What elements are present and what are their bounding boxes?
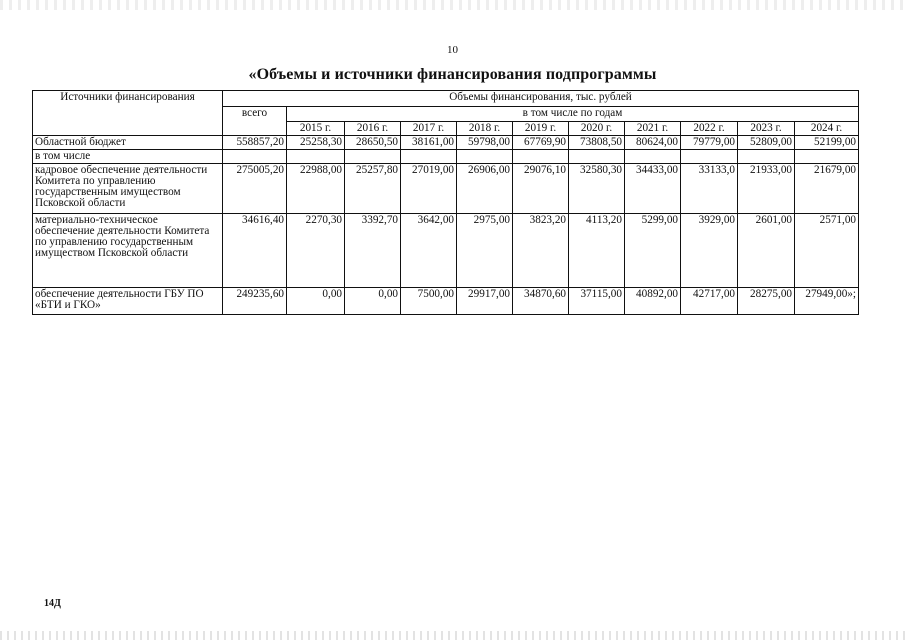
cell-value: 3392,70 xyxy=(345,214,401,288)
cell-value xyxy=(681,150,738,164)
cell-value: 29076,10 xyxy=(513,164,569,214)
cell-value: 38161,00 xyxy=(401,136,457,150)
year-header: 2018 г. xyxy=(457,122,513,136)
cell-value xyxy=(345,150,401,164)
cell-value: 5299,00 xyxy=(625,214,681,288)
cell-value: 73808,50 xyxy=(569,136,625,150)
cell-value: 29917,00 xyxy=(457,288,513,315)
page-number: 10 xyxy=(447,44,458,56)
total-header: всего xyxy=(223,107,287,136)
year-header: 2021 г. xyxy=(625,122,681,136)
cell-value: 34870,60 xyxy=(513,288,569,315)
year-header: 2016 г. xyxy=(345,122,401,136)
cell-value: 28275,00 xyxy=(738,288,795,315)
cell-value: 27949,00»; xyxy=(795,288,859,315)
cell-value: 7500,00 xyxy=(401,288,457,315)
cell-value: 4113,20 xyxy=(569,214,625,288)
cell-value: 3823,20 xyxy=(513,214,569,288)
cell-value: 0,00 xyxy=(287,288,345,315)
table-row xyxy=(33,150,859,164)
row-label: в том числе xyxy=(33,150,223,164)
financing-table xyxy=(32,90,859,315)
cell-value: 27019,00 xyxy=(401,164,457,214)
table-row xyxy=(33,214,859,288)
cell-value: 3642,00 xyxy=(401,214,457,288)
cell-value: 80624,00 xyxy=(625,136,681,150)
table-row xyxy=(33,136,859,150)
cell-value: 21933,00 xyxy=(738,164,795,214)
by-year-header: в том числе по годам xyxy=(287,107,859,122)
cell-value xyxy=(625,150,681,164)
cell-value xyxy=(738,150,795,164)
cell-value: 52199,00 xyxy=(795,136,859,150)
cell-value: 67769,90 xyxy=(513,136,569,150)
cell-total: 558857,20 xyxy=(223,136,287,150)
cell-value: 59798,00 xyxy=(457,136,513,150)
cell-value: 40892,00 xyxy=(625,288,681,315)
cell-value: 22988,00 xyxy=(287,164,345,214)
row-label: обеспечение деятельности ГБУ ПО «БТИ и ГКО» xyxy=(33,288,223,315)
row-label: кадровое обеспечение деятельности Комитета по управлению государственным имуществом Псковской области xyxy=(33,164,223,214)
cell-value xyxy=(795,150,859,164)
table-row xyxy=(33,164,859,214)
cell-total: 275005,20 xyxy=(223,164,287,214)
cell-value: 2601,00 xyxy=(738,214,795,288)
cell-value: 26906,00 xyxy=(457,164,513,214)
cell-value xyxy=(457,150,513,164)
cell-value xyxy=(513,150,569,164)
year-header: 2015 г. xyxy=(287,122,345,136)
cell-value: 25258,30 xyxy=(287,136,345,150)
cell-value: 32580,30 xyxy=(569,164,625,214)
year-header: 2019 г. xyxy=(513,122,569,136)
cell-value: 79779,00 xyxy=(681,136,738,150)
cell-value xyxy=(569,150,625,164)
cell-value: 2975,00 xyxy=(457,214,513,288)
cell-value: 52809,00 xyxy=(738,136,795,150)
year-header: 2024 г. xyxy=(795,122,859,136)
sources-header: Источники финансирования xyxy=(33,91,223,136)
cell-value xyxy=(401,150,457,164)
cell-total xyxy=(223,150,287,164)
row-label: Областной бюджет xyxy=(33,136,223,150)
cell-value: 33133,0 xyxy=(681,164,738,214)
cell-value: 3929,00 xyxy=(681,214,738,288)
cell-value: 34433,00 xyxy=(625,164,681,214)
cell-total: 34616,40 xyxy=(223,214,287,288)
cell-value: 25257,80 xyxy=(345,164,401,214)
page-title: «Объемы и источники финансирования подпрограммы xyxy=(248,66,657,83)
cell-value: 2571,00 xyxy=(795,214,859,288)
cell-value: 37115,00 xyxy=(569,288,625,315)
volume-header: Объемы финансирования, тыс. рублей xyxy=(223,91,859,107)
cell-total: 249235,60 xyxy=(223,288,287,315)
cell-value: 28650,50 xyxy=(345,136,401,150)
cell-value: 2270,30 xyxy=(287,214,345,288)
row-label: материально-техническое обеспечение деятельности Комитета по управлению государственным имуществом Псковской области xyxy=(33,214,223,288)
footer-code: 14Д xyxy=(44,598,61,609)
scan-edge-bottom xyxy=(0,631,905,640)
cell-value xyxy=(287,150,345,164)
year-header: 2023 г. xyxy=(738,122,795,136)
cell-value: 21679,00 xyxy=(795,164,859,214)
scan-edge-top xyxy=(0,0,905,10)
cell-value: 42717,00 xyxy=(681,288,738,315)
year-header: 2017 г. xyxy=(401,122,457,136)
table-row xyxy=(33,288,859,315)
cell-value: 0,00 xyxy=(345,288,401,315)
year-header: 2022 г. xyxy=(681,122,738,136)
year-header: 2020 г. xyxy=(569,122,625,136)
